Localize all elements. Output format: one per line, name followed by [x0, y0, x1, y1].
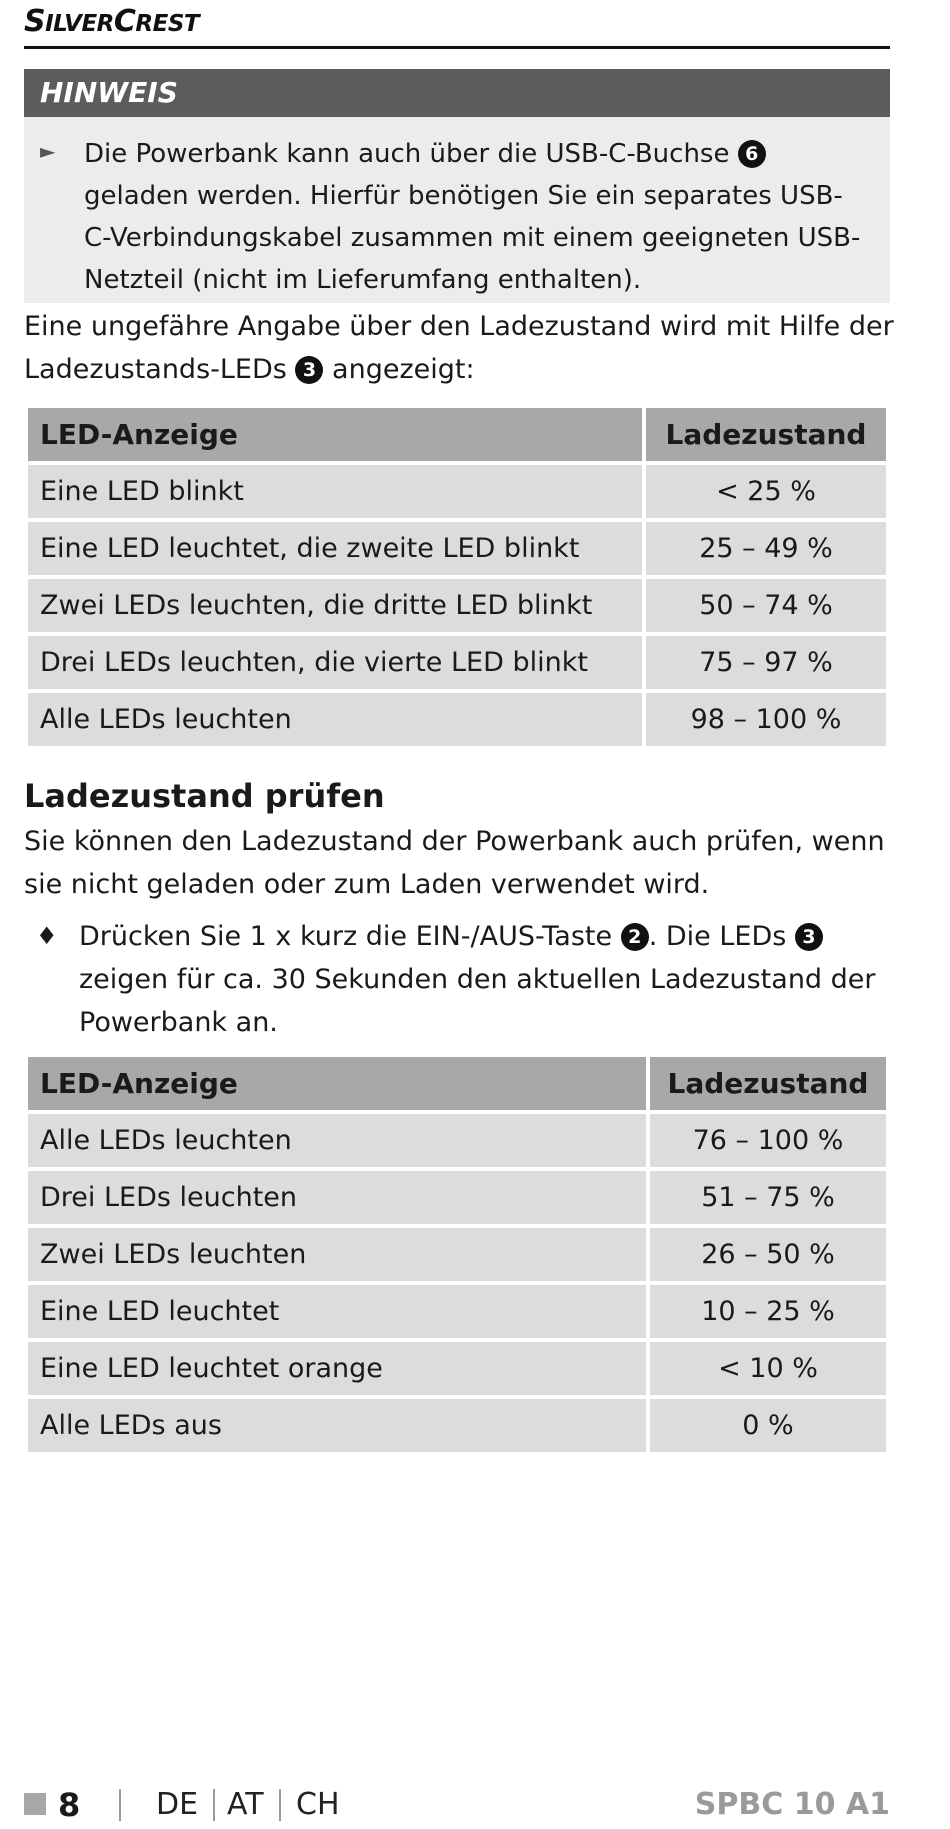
number-badge-icon: 3: [295, 356, 323, 384]
page-marker-icon: [24, 1793, 46, 1815]
table-cell: Drei LEDs leuchten: [28, 1171, 646, 1224]
table-cell: Eine LED leuchtet: [28, 1285, 646, 1338]
column-header: Ladezustand: [646, 408, 886, 461]
table-cell: 10 – 25 %: [650, 1285, 886, 1338]
section-title: Ladezustand prüfen: [24, 777, 385, 815]
table-row: [28, 1399, 886, 1452]
page-footer: [24, 1783, 890, 1827]
column-header: Ladezustand: [650, 1057, 886, 1110]
table-row: [28, 1342, 886, 1395]
table-cell: < 10 %: [650, 1342, 886, 1395]
table-cell: 98 – 100 %: [646, 693, 886, 746]
table-cell: Zwei LEDs leuchten: [28, 1228, 646, 1281]
table-cell: Drei LEDs leuchten, die vierte LED blinkt: [28, 636, 642, 689]
table-cell: Eine LED blinkt: [28, 465, 642, 518]
footer-divider: [279, 1789, 281, 1821]
table-cell: 75 – 97 %: [646, 636, 886, 689]
table-cell: 26 – 50 %: [650, 1228, 886, 1281]
hinweis-text: Die Powerbank kann auch über die USB-C-Buchse 6 geladen werden. Hierfür benötigen Sie ein separates USB-C-Verbindungskabel zusammen mit einem geeigneten USB-Netzteil (nicht im Lieferumfang enthalten).: [84, 139, 861, 295]
table-row: [28, 636, 886, 689]
page-number: 8: [58, 1786, 81, 1824]
country-code: DE: [156, 1787, 199, 1822]
model-number: SPBC 10 A1: [694, 1787, 890, 1822]
table-cell: Alle LEDs leuchten: [28, 693, 642, 746]
table-cell: 76 – 100 %: [650, 1114, 886, 1167]
intro-paragraph: Eine ungefähre Angabe über den Ladezustand wird mit Hilfe der Ladezustands-LEDs 3 angezeigt:: [24, 311, 894, 385]
table-cell: 0 %: [650, 1399, 886, 1452]
country-code: AT: [227, 1787, 264, 1822]
table-row: [28, 693, 886, 746]
bullet-text: Drücken Sie 1 x kurz die EIN-/AUS-Taste 2 . Die LEDs 3 zeigen für ca. 30 Sekunden den aktuellen Ladezustand der Powerbank an.: [79, 921, 876, 1038]
table-cell: 50 – 74 %: [646, 579, 886, 632]
table-row: [28, 1171, 886, 1224]
diamond-bullet-icon: ♦: [36, 922, 58, 950]
table-cell: < 25 %: [646, 465, 886, 518]
section-paragraph: Sie können den Ladezustand der Powerbank auch prüfen, wenn sie nicht geladen oder zum Laden verwendet wird.: [24, 826, 885, 900]
footer-divider: [213, 1789, 215, 1821]
hinweis-box: [24, 117, 890, 303]
country-code: CH: [296, 1787, 340, 1822]
table-cell: Alle LEDs leuchten: [28, 1114, 646, 1167]
footer-divider: [119, 1789, 121, 1821]
number-badge-icon: 6: [738, 140, 766, 168]
number-badge-icon: 3: [795, 923, 823, 951]
table-cell: Eine LED leuchtet, die zweite LED blinkt: [28, 522, 642, 575]
table-header-row: [28, 1057, 886, 1110]
led-table-status: [24, 1053, 890, 1456]
table-cell: Alle LEDs aus: [28, 1399, 646, 1452]
header-rule: [24, 46, 890, 49]
table-cell: 51 – 75 %: [650, 1171, 886, 1224]
table-row: [28, 579, 886, 632]
table-row: [28, 1228, 886, 1281]
table-row: [28, 465, 886, 518]
column-header: LED-Anzeige: [28, 1057, 646, 1110]
number-badge-icon: 2: [621, 923, 649, 951]
table-row: [28, 1114, 886, 1167]
table-row: [28, 522, 886, 575]
table-cell: Zwei LEDs leuchten, die dritte LED blinkt: [28, 579, 642, 632]
table-header-row: [28, 408, 886, 461]
instruction-bullet: [24, 915, 890, 1044]
table-cell: 25 – 49 %: [646, 522, 886, 575]
table-cell: Eine LED leuchtet orange: [28, 1342, 646, 1395]
column-header: LED-Anzeige: [28, 408, 642, 461]
table-row: [28, 1285, 886, 1338]
brand-logo: SILVERCREST: [24, 4, 200, 39]
led-table-charging: [24, 404, 890, 750]
arrow-marker-icon: ►: [40, 139, 56, 163]
hinweis-title: HINWEIS: [24, 69, 890, 117]
